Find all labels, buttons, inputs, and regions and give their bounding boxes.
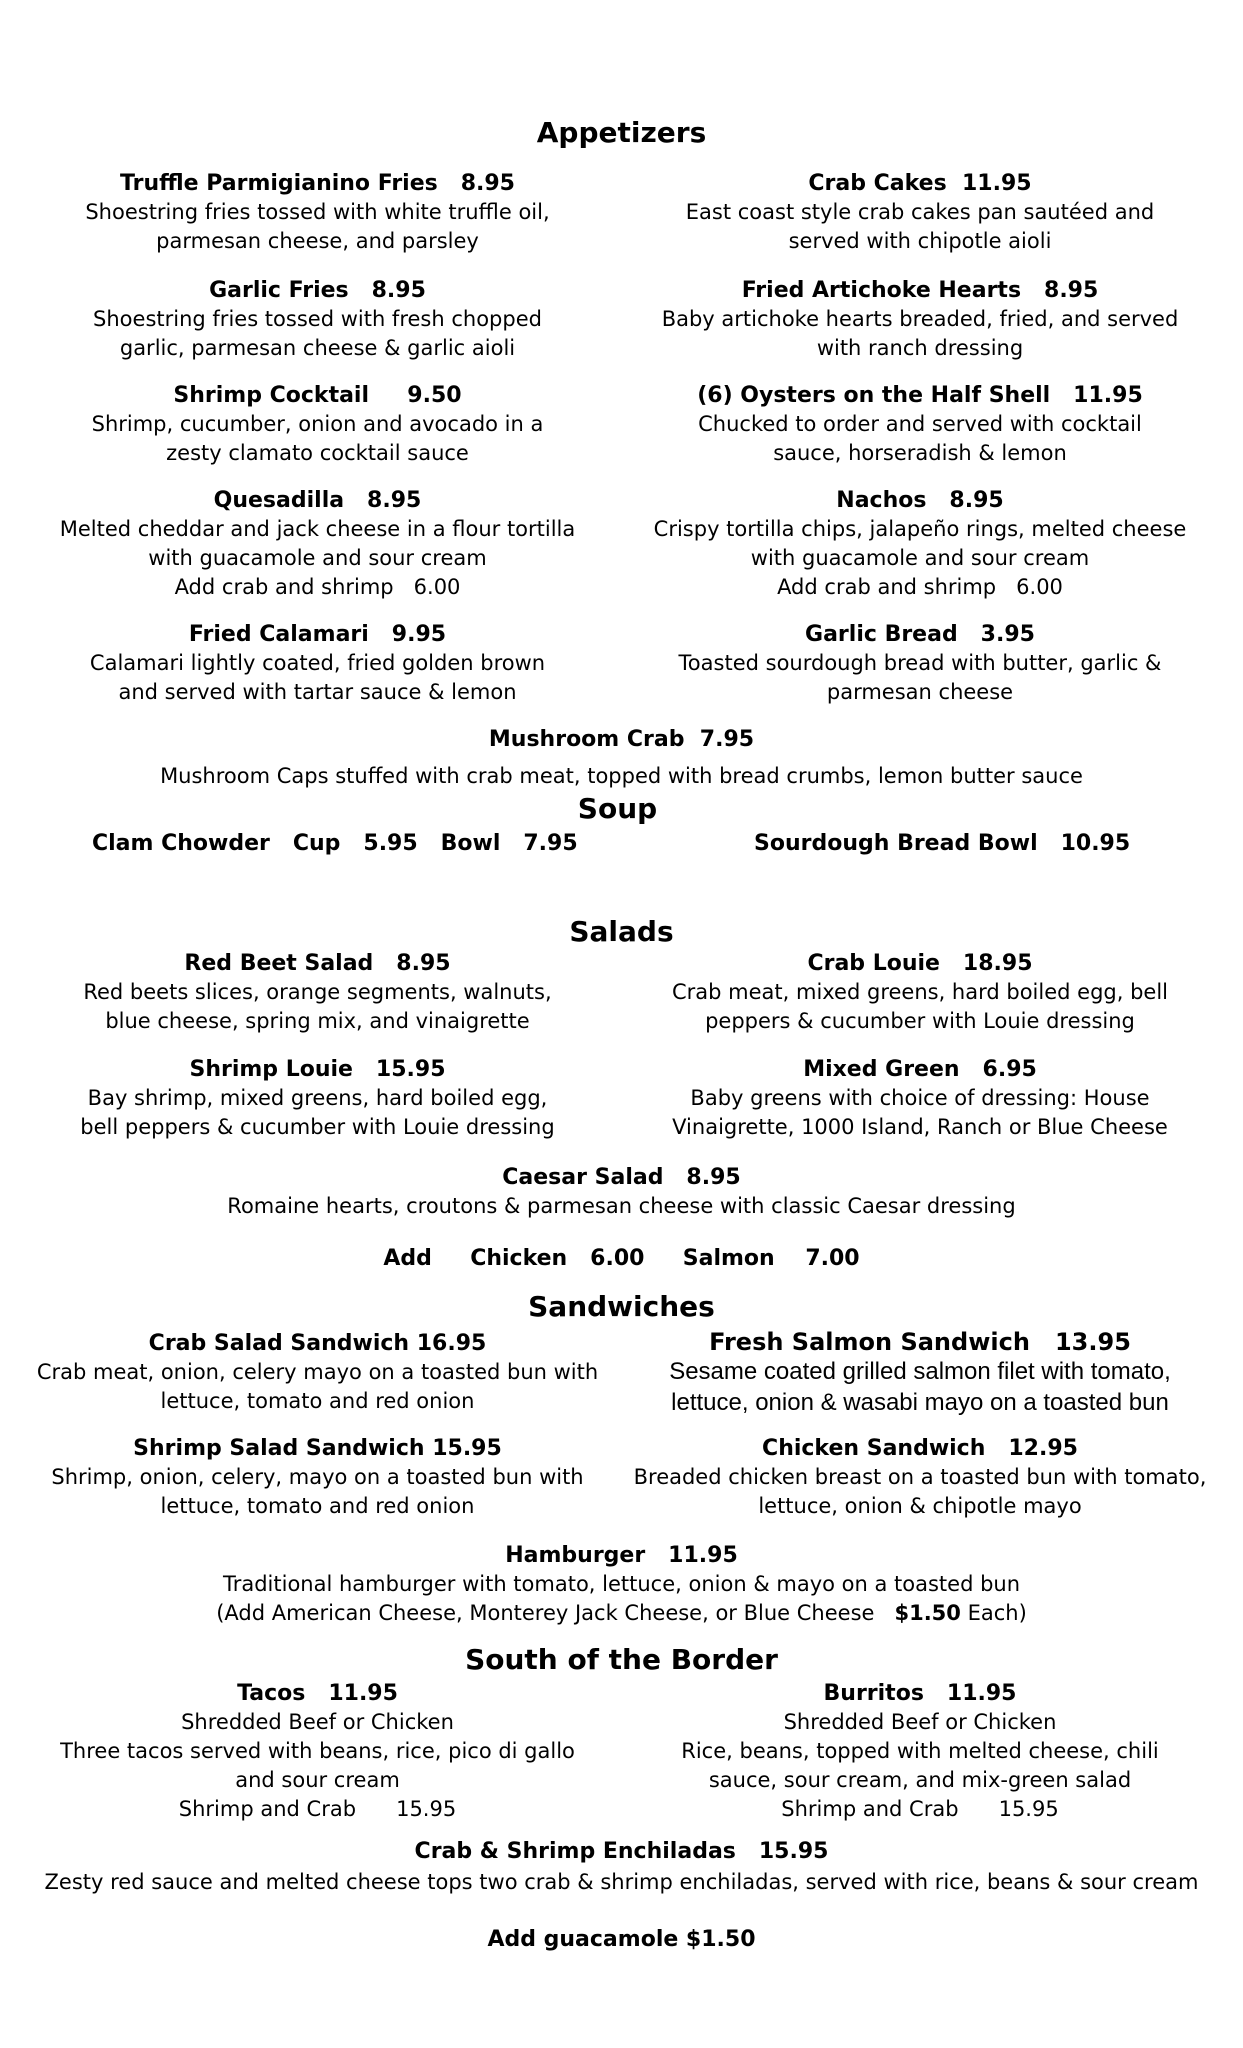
item-description: Baby artichoke hearts breaded, fried, and served with ranch dressing xyxy=(661,307,1179,360)
menu-item-truffle-fries xyxy=(30,170,605,256)
item-description: Zesty red sauce and melted cheese tops two crab & shrimp enchiladas, served with rice, beans & sour cream xyxy=(44,1870,1199,1894)
menu-item-oysters xyxy=(630,382,1210,468)
menu-item-crab-salad-sandwich xyxy=(30,1330,605,1416)
item-title: Quesadilla 8.95 xyxy=(213,488,422,513)
item-description: Shoestring fries tossed with white truffle oil, parmesan cheese, and parsley xyxy=(85,200,550,253)
item-description: Shoestring fries tossed with fresh chopped garlic, parmesan cheese & garlic aioli xyxy=(93,307,542,360)
item-title: Fried Calamari 9.95 xyxy=(188,622,447,647)
item-title: Add guacamole $1.50 xyxy=(487,1927,756,1952)
item-description: Rice, beans, topped with melted cheese, chili sauce, sour cream, and mix-green salad xyxy=(681,1739,1159,1792)
item-addon: Shrimp and Crab 15.95 xyxy=(178,1797,457,1821)
hamburger-cheese-option xyxy=(40,1599,1203,1628)
menu-item-garlic-fries xyxy=(30,277,605,363)
south-of-the-border-heading: South of the Border xyxy=(465,1643,778,1676)
menu-item-fried-calamari xyxy=(30,621,605,707)
item-title: Fried Artichoke Hearts 8.95 xyxy=(741,278,1099,303)
sandwiches-heading: Sandwiches xyxy=(528,1290,715,1323)
menu-item-fresh-salmon-sandwich xyxy=(630,1328,1210,1418)
item-title: Shrimp Louie 15.95 xyxy=(189,1057,446,1082)
item-title: Mushroom Crab 7.95 xyxy=(488,727,755,752)
menu-item-burritos xyxy=(630,1680,1210,1824)
menu-item-red-beet-salad xyxy=(30,950,605,1036)
item-title: Crab & Shrimp Enchiladas 15.95 xyxy=(414,1839,829,1864)
item-description: Red beets slices, orange segments, walnuts, blue cheese, spring mix, and vinaigrette xyxy=(83,980,552,1033)
menu-item-enchiladas xyxy=(10,1838,1233,1897)
menu-item-fried-artichoke xyxy=(630,277,1210,363)
item-title: Burritos 11.95 xyxy=(823,1681,1017,1706)
item-description: Crab meat, mixed greens, hard boiled egg, bell peppers & cucumber with Louie dressing xyxy=(671,980,1168,1033)
item-description: Shrimp, onion, celery, mayo on a toasted bun with lettuce, tomato and red onion xyxy=(51,1465,584,1518)
item-title: Crab Louie 18.95 xyxy=(807,951,1033,976)
menu-item-shrimp-louie xyxy=(30,1056,605,1142)
item-title: Chicken Sandwich 12.95 xyxy=(762,1436,1078,1461)
item-subtitle: Shredded Beef or Chicken xyxy=(181,1710,454,1734)
menu-item-chicken-sandwich xyxy=(630,1435,1210,1521)
item-title: Crab Salad Sandwich 16.95 xyxy=(148,1331,487,1356)
item-title: Truffle Parmigianino Fries 8.95 xyxy=(120,171,515,196)
item-title: Tacos 11.95 xyxy=(237,1681,398,1706)
soup-sourdough-bowl: Sourdough Bread Bowl 10.95 xyxy=(754,831,1131,856)
item-description: East coast style crab cakes pan sautéed and served with chipotle aioli xyxy=(685,200,1155,253)
item-title: Crab Cakes 11.95 xyxy=(808,171,1032,196)
cheese-option-text: (Add American Cheese, Monterey Jack Cheese, or Blue Cheese xyxy=(216,1601,895,1625)
item-description: Melted cheddar and jack cheese in a flour tortilla with guacamole and sour cream xyxy=(59,517,576,570)
salad-add-protein xyxy=(40,1245,1203,1273)
menu-item-garlic-bread xyxy=(630,621,1210,707)
menu-item-tacos xyxy=(30,1680,605,1824)
menu-item-shrimp-cocktail xyxy=(30,382,605,468)
salads-heading: Salads xyxy=(569,915,674,948)
item-title: Garlic Bread 3.95 xyxy=(805,622,1035,647)
item-title: Nachos 8.95 xyxy=(836,488,1004,513)
menu-item-hamburger xyxy=(40,1542,1203,1628)
item-title: Mixed Green 6.95 xyxy=(803,1057,1037,1082)
item-title: Red Beet Salad 8.95 xyxy=(184,951,451,976)
menu-item-mushroom-crab xyxy=(40,726,1203,791)
item-title: Shrimp Salad Sandwich 15.95 xyxy=(133,1436,502,1461)
menu-item-mixed-green xyxy=(630,1056,1210,1142)
menu-item-quesadilla xyxy=(30,487,605,602)
item-description: Mushroom Caps stuffed with crab meat, topped with bread crumbs, lemon butter sauce xyxy=(160,764,1083,788)
item-description: Crab meat, onion, celery mayo on a toasted bun with lettuce, tomato and red onion xyxy=(36,1360,599,1413)
item-description: Baby greens with choice of dressing: House Vinaigrette, 1000 Island, Ranch or Blue Cheese xyxy=(672,1086,1168,1139)
item-description: Romaine hearts, croutons & parmesan cheese with classic Caesar dressing xyxy=(227,1194,1016,1218)
item-title: Caesar Salad 8.95 xyxy=(502,1165,741,1190)
menu-item-crab-cakes xyxy=(630,170,1210,256)
item-description: Three tacos served with beans, rice, pico di gallo and sour cream xyxy=(60,1739,575,1792)
add-guacamole xyxy=(40,1926,1203,1954)
item-title: Shrimp Cocktail 9.50 xyxy=(173,383,462,408)
item-addon: Add crab and shrimp 6.00 xyxy=(174,575,461,599)
item-description: Toasted sourdough bread with butter, garlic & parmesan cheese xyxy=(678,651,1162,704)
menu-item-caesar-salad xyxy=(40,1164,1203,1221)
item-description: Shrimp, cucumber, onion and avocado in a zesty clamato cocktail sauce xyxy=(91,412,544,465)
item-title: Hamburger 11.95 xyxy=(505,1543,738,1568)
cheese-option-suffix: Each) xyxy=(960,1601,1027,1625)
cheese-option-price: $1.50 xyxy=(894,1601,961,1625)
menu-item-crab-louie xyxy=(630,950,1210,1036)
item-description: Calamari lightly coated, fried golden brown and served with tartar sauce & lemon xyxy=(89,651,546,704)
soup-heading: Soup xyxy=(577,792,658,825)
item-subtitle: Shredded Beef or Chicken xyxy=(783,1710,1057,1734)
item-description: Breaded chicken breast on a toasted bun with tomato, lettuce, onion & chipotle mayo xyxy=(633,1465,1207,1518)
item-addon: Add crab and shrimp 6.00 xyxy=(777,575,1063,599)
item-description: Chucked to order and served with cocktail sauce, horseradish & lemon xyxy=(698,412,1142,465)
item-title: Fresh Salmon Sandwich 13.95 xyxy=(709,1328,1131,1356)
menu-item-shrimp-salad-sandwich xyxy=(30,1435,605,1521)
item-title: (6) Oysters on the Half Shell 11.95 xyxy=(697,383,1143,408)
item-description: Bay shrimp, mixed greens, hard boiled egg, bell peppers & cucumber with Louie dressing xyxy=(80,1086,555,1139)
item-title: Add Chicken 6.00 Salmon 7.00 xyxy=(383,1246,860,1271)
item-description: Crispy tortilla chips, jalapeño rings, melted cheese with guacamole and sour cream xyxy=(653,517,1187,570)
menu-item-nachos xyxy=(630,487,1210,602)
item-addon: Shrimp and Crab 15.95 xyxy=(781,1797,1059,1821)
item-description: Sesame coated grilled salmon filet with tomato, lettuce, onion & wasabi mayo on a toasted bun xyxy=(669,1358,1171,1416)
soup-clam-chowder: Clam Chowder Cup 5.95 Bowl 7.95 xyxy=(92,831,578,856)
item-description: Traditional hamburger with tomato, lettuce, onion & mayo on a toasted bun xyxy=(222,1572,1021,1596)
appetizers-heading: Appetizers xyxy=(536,116,707,149)
item-title: Garlic Fries 8.95 xyxy=(209,278,426,303)
